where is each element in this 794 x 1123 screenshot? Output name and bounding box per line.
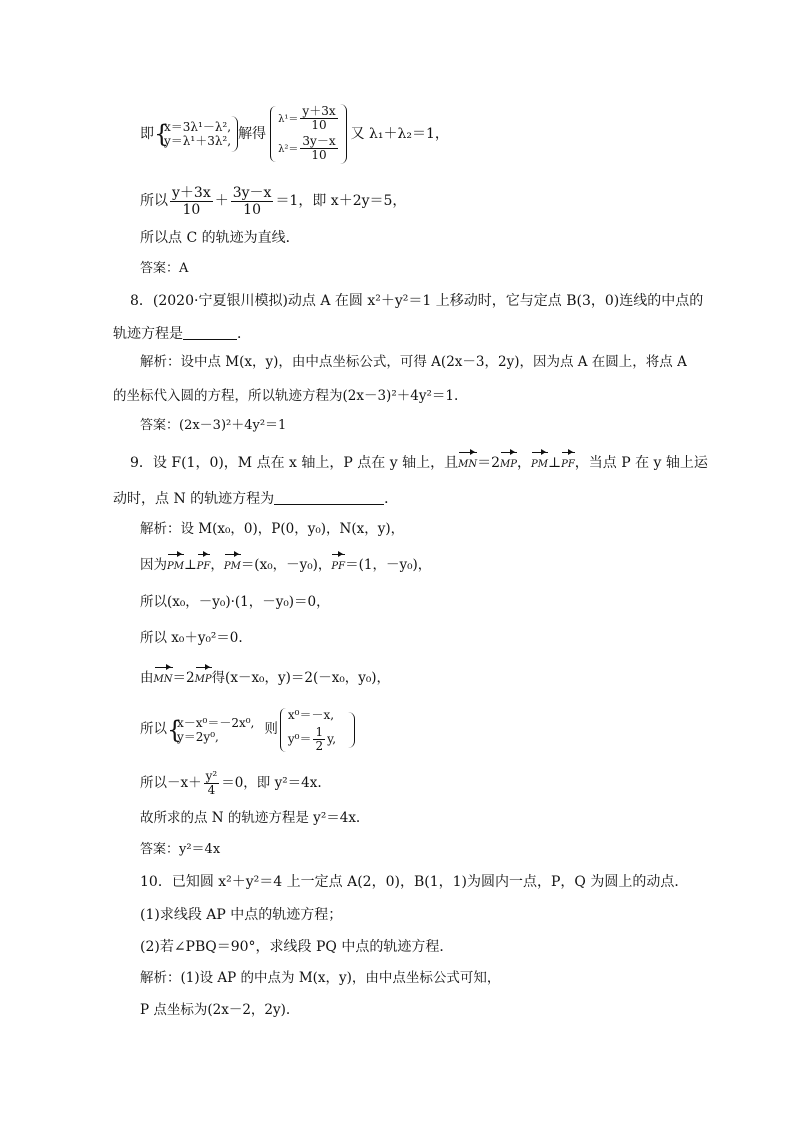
fraction: $\frac{\text{y²}}{4}$	[205, 769, 218, 797]
vector-pm: PM	[224, 557, 241, 577]
prev-l1-post: 又 λ₁＋λ₂＝1，	[350, 126, 449, 142]
vector-mn: MN	[154, 670, 173, 690]
q10-solution-line-2: P 点坐标为(2x－2，2y).	[140, 1002, 291, 1018]
equation-system: x⁰＝－x, y⁰＝ $\frac{1}{2}$ y,	[280, 706, 336, 754]
q9-solution-line-1: 解析：设 M(x₀，0)，P(0，y₀)，N(x，y)，	[140, 521, 405, 537]
q9-solution-line-8: 故所求的点 N 的轨迹方程是 y²＝4x.	[140, 810, 361, 826]
prev-system-1-paren	[231, 116, 238, 152]
q8-answer: 答案：(2x－3)²＋4y²＝1	[140, 418, 287, 433]
q9-solution-line-2: 因为PM⊥PF，PM＝(x₀，－y₀)，PF＝(1，－y₀)，	[140, 555, 431, 577]
q8-solution-line-2: 的坐标代入圆的方程，所以轨迹方程为(2x－3)²＋4y²＝1.	[113, 388, 459, 404]
q9-solution-line-5: 由MN＝2MP得(x－x₀，y)＝2(－x₀，y₀)，	[140, 668, 390, 690]
prev-answer: 答案：A	[140, 261, 189, 276]
q8-stem-line-2: 轨迹方程是 ．	[113, 326, 251, 342]
vector-mp: MP	[195, 670, 212, 690]
q9-solution-line-4: 所以 x₀＋y₀²＝0.	[140, 630, 243, 646]
vector-pm: PM	[531, 455, 548, 475]
q9-stem-line-2: 动时，点 N 的轨迹方程为 ．	[113, 491, 399, 507]
vector-mp: MP	[500, 455, 517, 475]
prev-l1-mid: 解得	[238, 126, 267, 142]
q8-solution-line-1: 解析：设中点 M(x，y)，由中点坐标公式，可得 A(2x－3，2y)，因为点 A 在圆上，将点 A	[140, 354, 687, 370]
prev-system-2-paren	[340, 104, 347, 164]
answer-blank	[274, 490, 384, 505]
prev-l1-pre: 即	[140, 126, 154, 142]
q9-answer: 答案：y²＝4x	[140, 842, 221, 857]
prev-line-3: 所以点 C 的轨迹为直线．	[140, 230, 300, 246]
q10-stem: 10．已知圆 x²＋y²＝4 上一定点 A(2，0)，B(1，1)为圆内一点，P，Q 为圆上的动点．	[140, 874, 689, 890]
vector-mn: MN	[458, 455, 477, 475]
prev-system-1: { x＝3λ¹－λ², y＝λ¹＋3λ²,	[156, 120, 231, 148]
q9-solution-line-6: 所以 { x－x⁰＝－2x⁰, y＝2y⁰, 则 x⁰＝－x, y⁰＝ $\frac{1}{2}$ y,	[140, 703, 355, 755]
vector-pf: PF	[561, 455, 575, 475]
q9-stem-line-1: 9．设 F(1，0)，M 点在 x 轴上，P 点在 y 轴上，且MN＝2MP，PM⊥PF，当点 P 在 y 轴上运	[130, 453, 708, 475]
q9-solution-line-3: 所以(x₀，－y₀)·(1，－y₀)＝0，	[140, 594, 330, 610]
vector-pf: PF	[197, 557, 211, 577]
fraction: $\frac{3y-x}{10}$	[232, 184, 272, 218]
equation-system: { x－x⁰＝－2x⁰, y＝2y⁰,	[169, 716, 254, 744]
prev-line-2: 所以 $\frac{y+3x}{10}$ ＋ $\frac{3y-x}{10}$ ＝1，即 x＋2y＝5，	[140, 184, 407, 218]
fraction: $\frac{y+3x}{10}$	[172, 184, 211, 218]
q10-part-2: (2)若∠PBQ＝90°，求线段 PQ 中点的轨迹方程．	[140, 939, 454, 955]
q8-stem-line-1: 8．(2020·宁夏银川模拟)动点 A 在圆 x²＋y²＝1 上移动时，它与定点 B(3，0)连线的中点的	[130, 293, 704, 309]
prev-system-2: λ¹＝ $\frac{y+3x}{10}$ λ²＝ $\frac{3y-x}{10}$	[270, 104, 340, 164]
q9-solution-line-7: 所以－x＋ $\frac{\text{y²}}{4}$ ＝0，即 y²＝4x.	[140, 769, 322, 797]
q10-part-1: (1)求线段 AP 中点的轨迹方程；	[140, 907, 343, 923]
vector-pf: PF	[331, 557, 345, 577]
system-paren	[348, 712, 355, 748]
prev-line-1	[140, 104, 449, 164]
vector-pm: PM	[167, 557, 184, 577]
q10-solution-line-1: 解析：(1)设 AP 的中点为 M(x，y)，由中点坐标公式可知，	[140, 970, 501, 986]
answer-blank	[183, 325, 237, 340]
